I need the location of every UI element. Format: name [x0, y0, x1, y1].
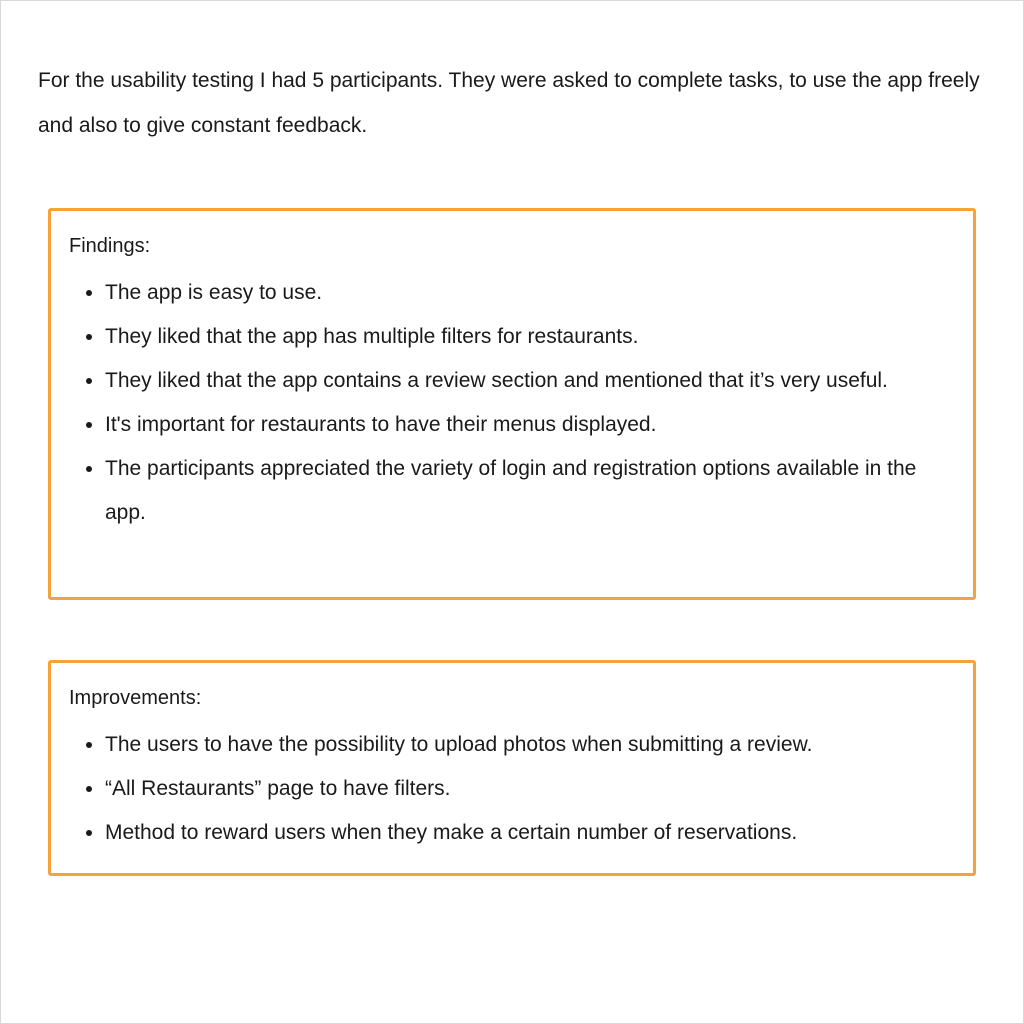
- list-item: • They liked that the app contains a review section and mentioned that it’s very useful.: [105, 359, 955, 403]
- findings-box: [48, 208, 976, 600]
- list-item: • They liked that the app has multiple filters for restaurants.: [105, 315, 955, 359]
- improvements-box: [48, 660, 976, 876]
- list-item: • The participants appreciated the variety of login and registration options available in the app.: [105, 447, 955, 535]
- intro-paragraph: For the usability testing I had 5 participants. They were asked to complete tasks, to use the app freely and also to give constant feedback.: [38, 69, 980, 137]
- list-item: • The app is easy to use.: [105, 271, 955, 315]
- improvements-list: [69, 723, 955, 855]
- findings-list: [69, 271, 955, 535]
- list-item: • The users to have the possibility to upload photos when submitting a review.: [105, 723, 955, 767]
- improvements-title: Improvements:: [69, 687, 202, 709]
- list-item: • Method to reward users when they make a certain number of reservations.: [105, 811, 955, 855]
- findings-title: Findings:: [69, 235, 151, 257]
- list-item: • It's important for restaurants to have their menus displayed.: [105, 403, 955, 447]
- list-item: • “All Restaurants” page to have filters.: [105, 767, 955, 811]
